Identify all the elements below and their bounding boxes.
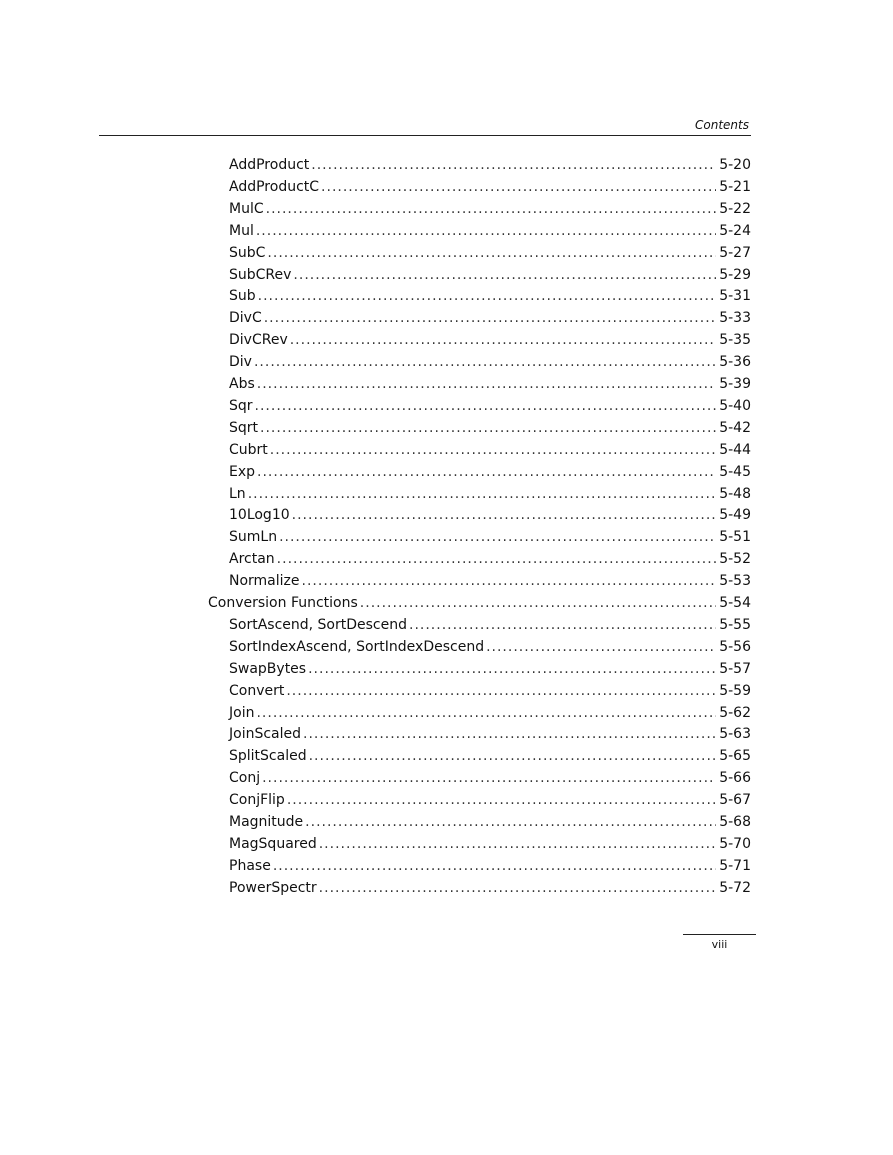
dot-leader <box>277 549 717 569</box>
toc-entry-page: 5-72 <box>719 879 751 896</box>
toc-entry[interactable] <box>229 615 751 635</box>
toc-entry-page: 5-53 <box>719 573 751 590</box>
dot-leader <box>292 505 717 525</box>
toc-entry[interactable] <box>229 505 751 525</box>
toc-entry[interactable] <box>229 396 751 416</box>
toc-entry[interactable] <box>229 527 751 547</box>
dot-leader <box>257 374 716 394</box>
toc-entry-page: 5-20 <box>719 157 751 173</box>
toc-entry-label: SubC <box>229 244 266 261</box>
toc-entry[interactable] <box>229 746 751 766</box>
toc-entry-label: MagSquared <box>229 835 317 852</box>
toc-entry-page: 5-71 <box>719 857 751 874</box>
page-number: viii <box>711 938 728 951</box>
toc-entry-page: 5-35 <box>719 332 751 349</box>
toc-entry-label: MulC <box>229 200 264 217</box>
dot-leader <box>264 308 716 328</box>
toc-entry[interactable] <box>229 352 751 372</box>
toc-entry-label: JoinScaled <box>229 726 302 743</box>
toc-entry[interactable] <box>229 462 751 482</box>
toc-entry[interactable] <box>229 637 751 657</box>
dot-leader <box>409 615 716 635</box>
footer-rule <box>683 934 756 935</box>
toc-entry[interactable] <box>229 878 751 898</box>
toc-entry[interactable] <box>229 286 751 306</box>
toc-entry-page: 5-39 <box>719 376 751 392</box>
dot-leader <box>302 571 717 591</box>
toc-entry[interactable] <box>229 374 751 394</box>
toc-entry-page: 5-49 <box>719 507 751 524</box>
toc-entry-page: 5-21 <box>719 178 751 195</box>
toc-entry-label: 10Log10 <box>229 507 290 524</box>
toc-entry[interactable] <box>229 659 751 679</box>
toc-entry-page: 5-36 <box>719 354 751 371</box>
dot-leader <box>319 878 717 898</box>
dot-leader <box>486 637 716 657</box>
toc-entry-page: 5-27 <box>719 244 751 261</box>
toc-entry[interactable] <box>229 790 751 810</box>
toc-entry-page: 5-33 <box>719 310 751 327</box>
toc-entry-page: 5-31 <box>719 288 751 305</box>
toc-entry[interactable] <box>229 768 751 788</box>
toc-entry-label: PowerSpectr <box>229 879 317 896</box>
dot-leader <box>293 265 716 285</box>
toc-entry-page: 5-42 <box>719 419 751 436</box>
toc-entry[interactable] <box>229 440 751 460</box>
toc-entry-label: Arctan <box>229 551 275 568</box>
dot-leader <box>254 352 716 372</box>
toc-entry[interactable] <box>229 571 751 591</box>
toc-entry-label: SortIndexAscend, SortIndexDescend <box>229 638 485 655</box>
dot-leader <box>309 746 717 766</box>
toc-entry-page: 5-62 <box>719 704 751 721</box>
toc-entry-page: 5-65 <box>719 748 751 765</box>
running-header-title: Contents <box>695 118 749 132</box>
toc-entry-label: SumLn <box>229 529 278 546</box>
toc-entry[interactable] <box>229 549 751 569</box>
toc-entry[interactable] <box>229 856 751 876</box>
toc-entry[interactable] <box>229 834 751 854</box>
toc-entry-label: DivC <box>229 310 262 327</box>
toc-entry[interactable] <box>229 199 751 219</box>
toc-entry[interactable] <box>229 418 751 438</box>
toc-entry-label: Sub <box>229 288 256 305</box>
toc-entry-page: 5-24 <box>719 222 751 239</box>
toc-entry[interactable] <box>229 484 751 504</box>
dot-leader <box>257 462 716 482</box>
dot-leader <box>308 659 716 679</box>
toc-entry[interactable] <box>229 724 751 744</box>
toc-entry-label: ConjFlip <box>229 792 285 809</box>
toc-entry-label: SortAscend, SortDescend <box>229 616 407 633</box>
toc-entry[interactable] <box>229 812 751 832</box>
dot-leader <box>321 177 716 197</box>
dot-leader <box>262 768 716 788</box>
toc-section-entry[interactable] <box>208 593 751 613</box>
dot-leader <box>260 418 716 438</box>
dot-leader <box>256 221 716 241</box>
toc-entry-page: 5-66 <box>719 770 751 787</box>
toc-entry-label: Ln <box>229 485 246 502</box>
toc-entry-page: 5-55 <box>719 616 751 633</box>
toc-entry-label: Conversion Functions <box>208 595 358 611</box>
toc-entry[interactable] <box>229 243 751 263</box>
toc-entry-label: Exp <box>229 463 256 480</box>
toc-entry-label: SplitScaled <box>229 748 307 765</box>
toc-entry-page: 5-59 <box>719 682 751 699</box>
toc-entry-label: Abs <box>229 376 255 392</box>
toc-entry-page: 5-52 <box>719 551 751 568</box>
toc-entry-page: 5-40 <box>719 397 751 414</box>
toc-entry-page: 5-44 <box>719 441 751 458</box>
dot-leader <box>255 396 717 416</box>
toc-entry[interactable] <box>229 177 751 197</box>
header-rule <box>99 135 751 136</box>
toc-entry-label: AddProduct <box>229 157 310 173</box>
dot-leader <box>256 703 716 723</box>
dot-leader <box>266 199 717 219</box>
toc-entry[interactable] <box>229 681 751 701</box>
toc-entry[interactable] <box>229 330 751 350</box>
dot-leader <box>258 286 717 306</box>
toc-entry-label: Cubrt <box>229 441 268 458</box>
dot-leader <box>270 440 716 460</box>
toc-entry-page: 5-45 <box>719 463 751 480</box>
dot-leader <box>360 593 716 613</box>
dot-leader <box>286 681 716 701</box>
toc-entry-page: 5-29 <box>719 266 751 283</box>
dot-leader <box>303 724 716 744</box>
toc-entry-label: Mul <box>229 222 254 239</box>
toc-entry[interactable] <box>229 155 751 175</box>
toc-entry[interactable] <box>229 265 751 285</box>
toc-entry-page: 5-67 <box>719 792 751 809</box>
dot-leader <box>267 243 716 263</box>
toc-entry-label: Phase <box>229 857 271 874</box>
dot-leader <box>311 155 716 175</box>
toc-entry-label: SubCRev <box>229 266 292 283</box>
dot-leader <box>248 484 717 504</box>
toc-entry-page: 5-63 <box>719 726 751 743</box>
dot-leader <box>273 856 716 876</box>
toc-entry-label: Magnitude <box>229 814 304 830</box>
toc-entry-label: Join <box>229 704 255 721</box>
dot-leader <box>279 527 716 547</box>
dot-leader <box>305 812 716 832</box>
toc-entry-label: SwapBytes <box>229 660 307 677</box>
toc-entry-label: Normalize <box>229 573 300 590</box>
toc-entry[interactable] <box>229 308 751 328</box>
dot-leader <box>287 790 716 810</box>
toc-entry-page: 5-51 <box>719 529 751 546</box>
toc-entry-label: Convert <box>229 682 285 699</box>
toc-entry-page: 5-48 <box>719 485 751 502</box>
toc-entry-page: 5-68 <box>719 814 751 830</box>
toc-entry[interactable] <box>229 221 751 241</box>
toc-entry-label: Div <box>229 354 252 371</box>
toc-entry-page: 5-57 <box>719 660 751 677</box>
toc-entry-page: 5-56 <box>719 638 751 655</box>
toc-entry[interactable] <box>229 703 751 723</box>
toc-entry-label: Sqrt <box>229 419 259 436</box>
toc-entry-label: DivCRev <box>229 332 288 349</box>
toc-entry-label: AddProductC <box>229 178 320 195</box>
dot-leader <box>319 834 717 854</box>
dot-leader <box>290 330 716 350</box>
toc-entry-page: 5-70 <box>719 835 751 852</box>
toc-entry-page: 5-54 <box>719 595 751 611</box>
toc-entry-label: Sqr <box>229 397 253 414</box>
toc-entry-label: Conj <box>229 770 261 787</box>
toc-entry-page: 5-22 <box>719 200 751 217</box>
